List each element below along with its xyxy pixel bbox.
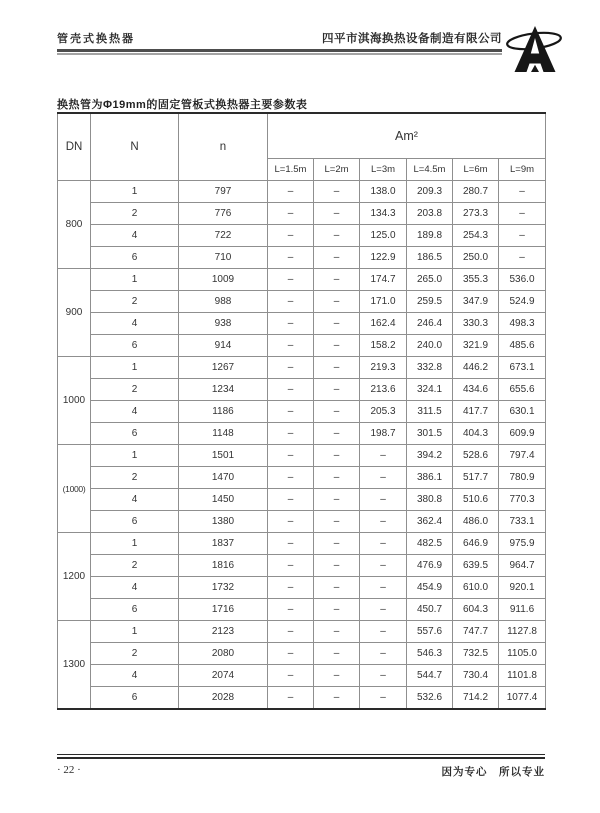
area-value-cell: 1127.8 bbox=[499, 621, 546, 643]
area-value-cell: – bbox=[360, 467, 407, 489]
area-value-cell: – bbox=[268, 489, 314, 511]
table-header-row-1 bbox=[58, 113, 546, 159]
tube-count-cell: 1234 bbox=[179, 379, 268, 401]
area-value-cell: – bbox=[360, 643, 407, 665]
header-divider-light-bar bbox=[57, 53, 502, 55]
table-row bbox=[58, 379, 546, 401]
area-value-cell: – bbox=[268, 401, 314, 423]
area-value-cell: – bbox=[314, 533, 360, 555]
pass-count-cell: 6 bbox=[91, 511, 179, 533]
table-row bbox=[58, 291, 546, 313]
tube-count-cell: 710 bbox=[179, 247, 268, 269]
area-value-cell: – bbox=[360, 445, 407, 467]
area-value-cell: 528.6 bbox=[453, 445, 499, 467]
area-value-cell: – bbox=[268, 643, 314, 665]
area-value-cell: – bbox=[360, 577, 407, 599]
area-value-cell: – bbox=[314, 599, 360, 621]
area-value-cell: – bbox=[268, 621, 314, 643]
area-value-cell: 524.9 bbox=[499, 291, 546, 313]
area-value-cell: 780.9 bbox=[499, 467, 546, 489]
area-value-cell: 797.4 bbox=[499, 445, 546, 467]
table-row bbox=[58, 181, 546, 203]
area-value-cell: – bbox=[268, 511, 314, 533]
area-value-cell: 446.2 bbox=[453, 357, 499, 379]
area-value-cell: 975.9 bbox=[499, 533, 546, 555]
area-value-cell: 189.8 bbox=[407, 225, 453, 247]
area-value-cell: 517.7 bbox=[453, 467, 499, 489]
area-value-cell: 174.7 bbox=[360, 269, 407, 291]
area-value-cell: 498.3 bbox=[499, 313, 546, 335]
table-row bbox=[58, 687, 546, 710]
dn-cell: 1200 bbox=[58, 533, 91, 621]
dn-cell: 1000 bbox=[58, 357, 91, 445]
area-value-cell: 714.2 bbox=[453, 687, 499, 710]
area-value-cell: – bbox=[360, 555, 407, 577]
pass-count-cell: 2 bbox=[91, 643, 179, 665]
area-value-cell: 321.9 bbox=[453, 335, 499, 357]
area-value-cell: – bbox=[360, 533, 407, 555]
pass-count-cell: 4 bbox=[91, 489, 179, 511]
area-value-cell: 394.2 bbox=[407, 445, 453, 467]
area-value-cell: 417.7 bbox=[453, 401, 499, 423]
area-value-cell: 532.6 bbox=[407, 687, 453, 710]
table-row bbox=[58, 489, 546, 511]
area-value-cell: 198.7 bbox=[360, 423, 407, 445]
area-value-cell: – bbox=[314, 269, 360, 291]
table-row bbox=[58, 313, 546, 335]
area-value-cell: – bbox=[314, 489, 360, 511]
pass-count-cell: 4 bbox=[91, 401, 179, 423]
col-header-length-4: L=4.5m bbox=[407, 159, 453, 181]
table-row bbox=[58, 445, 546, 467]
area-value-cell: – bbox=[268, 247, 314, 269]
table-body bbox=[58, 181, 546, 710]
pass-count-cell: 2 bbox=[91, 291, 179, 313]
area-value-cell: 404.3 bbox=[453, 423, 499, 445]
col-header-passes: N bbox=[91, 113, 179, 181]
area-value-cell: – bbox=[268, 467, 314, 489]
table-row bbox=[58, 423, 546, 445]
area-value-cell: 485.6 bbox=[499, 335, 546, 357]
area-value-cell: – bbox=[268, 181, 314, 203]
area-value-cell: – bbox=[314, 555, 360, 577]
area-value-cell: 138.0 bbox=[360, 181, 407, 203]
area-value-cell: – bbox=[314, 401, 360, 423]
table-row bbox=[58, 357, 546, 379]
footer-divider-thin-bar bbox=[57, 754, 545, 755]
area-value-cell: 186.5 bbox=[407, 247, 453, 269]
area-value-cell: 122.9 bbox=[360, 247, 407, 269]
area-value-cell: 362.4 bbox=[407, 511, 453, 533]
area-value-cell: – bbox=[314, 379, 360, 401]
area-value-cell: 604.3 bbox=[453, 599, 499, 621]
area-value-cell: 646.9 bbox=[453, 533, 499, 555]
area-value-cell: 355.3 bbox=[453, 269, 499, 291]
area-value-cell: 386.1 bbox=[407, 467, 453, 489]
area-value-cell: – bbox=[360, 621, 407, 643]
table-row bbox=[58, 599, 546, 621]
area-value-cell: 246.4 bbox=[407, 313, 453, 335]
area-value-cell: 332.8 bbox=[407, 357, 453, 379]
area-value-cell: 273.3 bbox=[453, 203, 499, 225]
area-value-cell: – bbox=[360, 489, 407, 511]
area-value-cell: 510.6 bbox=[453, 489, 499, 511]
pass-count-cell: 6 bbox=[91, 599, 179, 621]
pass-count-cell: 4 bbox=[91, 225, 179, 247]
area-value-cell: 209.3 bbox=[407, 181, 453, 203]
area-value-cell: 213.6 bbox=[360, 379, 407, 401]
tube-count-cell: 797 bbox=[179, 181, 268, 203]
area-value-cell: – bbox=[314, 247, 360, 269]
area-value-cell: – bbox=[360, 599, 407, 621]
area-value-cell: – bbox=[268, 423, 314, 445]
area-value-cell: 134.3 bbox=[360, 203, 407, 225]
area-value-cell: – bbox=[499, 203, 546, 225]
area-value-cell: 544.7 bbox=[407, 665, 453, 687]
area-value-cell: 536.0 bbox=[499, 269, 546, 291]
area-value-cell: – bbox=[314, 181, 360, 203]
table-row bbox=[58, 555, 546, 577]
area-value-cell: 1105.0 bbox=[499, 643, 546, 665]
pass-count-cell: 4 bbox=[91, 577, 179, 599]
area-value-cell: 920.1 bbox=[499, 577, 546, 599]
area-value-cell: – bbox=[268, 577, 314, 599]
area-value-cell: 476.9 bbox=[407, 555, 453, 577]
area-value-cell: – bbox=[268, 445, 314, 467]
col-header-length-5: L=6m bbox=[453, 159, 499, 181]
area-value-cell: – bbox=[314, 335, 360, 357]
table-row bbox=[58, 511, 546, 533]
tube-count-cell: 1816 bbox=[179, 555, 268, 577]
area-value-cell: 250.0 bbox=[453, 247, 499, 269]
pass-count-cell: 1 bbox=[91, 357, 179, 379]
page-footer bbox=[57, 764, 545, 779]
pass-count-cell: 6 bbox=[91, 335, 179, 357]
tube-count-cell: 2028 bbox=[179, 687, 268, 710]
header-divider-dark-bar bbox=[57, 49, 502, 52]
tube-count-cell: 1450 bbox=[179, 489, 268, 511]
tube-count-cell: 1837 bbox=[179, 533, 268, 555]
area-value-cell: – bbox=[499, 225, 546, 247]
dn-cell: 1300 bbox=[58, 621, 91, 710]
tube-count-cell: 2123 bbox=[179, 621, 268, 643]
area-value-cell: – bbox=[268, 555, 314, 577]
pass-count-cell: 6 bbox=[91, 423, 179, 445]
area-value-cell: 240.0 bbox=[407, 335, 453, 357]
area-value-cell: – bbox=[314, 687, 360, 710]
pass-count-cell: 1 bbox=[91, 621, 179, 643]
area-value-cell: – bbox=[314, 621, 360, 643]
tube-count-cell: 1186 bbox=[179, 401, 268, 423]
col-header-tube-count: n bbox=[179, 113, 268, 181]
table-head bbox=[58, 113, 546, 181]
table-row bbox=[58, 401, 546, 423]
table-title: 换热管为Φ19mm的固定管板式换热器主要参数表 bbox=[57, 99, 308, 111]
pass-count-cell: 1 bbox=[91, 533, 179, 555]
area-value-cell: 610.0 bbox=[453, 577, 499, 599]
tube-count-cell: 2074 bbox=[179, 665, 268, 687]
table-row bbox=[58, 577, 546, 599]
tube-count-cell: 1470 bbox=[179, 467, 268, 489]
area-value-cell: 171.0 bbox=[360, 291, 407, 313]
area-value-cell: 162.4 bbox=[360, 313, 407, 335]
area-value-cell: – bbox=[268, 291, 314, 313]
table-row bbox=[58, 533, 546, 555]
table-row bbox=[58, 247, 546, 269]
area-value-cell: 1101.8 bbox=[499, 665, 546, 687]
document-section-title: 管壳式换热器 bbox=[57, 33, 135, 45]
company-logo-icon bbox=[504, 23, 568, 77]
area-value-cell: 770.3 bbox=[499, 489, 546, 511]
area-value-cell: 311.5 bbox=[407, 401, 453, 423]
col-header-length-3: L=3m bbox=[360, 159, 407, 181]
area-value-cell: – bbox=[268, 335, 314, 357]
header-divider bbox=[57, 49, 502, 55]
area-value-cell: – bbox=[268, 687, 314, 710]
area-value-cell: – bbox=[268, 225, 314, 247]
tube-count-cell: 2080 bbox=[179, 643, 268, 665]
pass-count-cell: 1 bbox=[91, 181, 179, 203]
area-value-cell: 557.6 bbox=[407, 621, 453, 643]
area-value-cell: – bbox=[314, 511, 360, 533]
dn-cell: 800 bbox=[58, 181, 91, 269]
col-header-length-1: L=1.5m bbox=[268, 159, 314, 181]
area-value-cell: – bbox=[314, 665, 360, 687]
area-value-cell: 203.8 bbox=[407, 203, 453, 225]
col-header-dn: DN bbox=[58, 113, 91, 181]
table-row bbox=[58, 335, 546, 357]
dn-cell: 900 bbox=[58, 269, 91, 357]
tube-count-cell: 1716 bbox=[179, 599, 268, 621]
tube-count-cell: 722 bbox=[179, 225, 268, 247]
area-value-cell: 655.6 bbox=[499, 379, 546, 401]
pass-count-cell: 2 bbox=[91, 203, 179, 225]
dn-cell: (1000) bbox=[58, 445, 91, 533]
page-number: · 22 · bbox=[57, 764, 81, 776]
tube-count-cell: 776 bbox=[179, 203, 268, 225]
area-value-cell: 730.4 bbox=[453, 665, 499, 687]
area-value-cell: 639.5 bbox=[453, 555, 499, 577]
tube-count-cell: 1009 bbox=[179, 269, 268, 291]
area-value-cell: – bbox=[314, 313, 360, 335]
table-row bbox=[58, 643, 546, 665]
area-value-cell: 454.9 bbox=[407, 577, 453, 599]
pass-count-cell: 4 bbox=[91, 665, 179, 687]
company-name: 四平市淇海换热设备制造有限公司 bbox=[322, 33, 502, 45]
area-value-cell: 673.1 bbox=[499, 357, 546, 379]
page-header bbox=[57, 30, 502, 46]
area-value-cell: – bbox=[499, 181, 546, 203]
area-value-cell: 733.1 bbox=[499, 511, 546, 533]
table-row bbox=[58, 665, 546, 687]
pass-count-cell: 1 bbox=[91, 269, 179, 291]
area-value-cell: – bbox=[314, 225, 360, 247]
area-value-cell: 254.3 bbox=[453, 225, 499, 247]
area-value-cell: 964.7 bbox=[499, 555, 546, 577]
parameter-table bbox=[57, 112, 546, 710]
area-value-cell: – bbox=[360, 687, 407, 710]
area-value-cell: 347.9 bbox=[453, 291, 499, 313]
area-value-cell: 434.6 bbox=[453, 379, 499, 401]
area-value-cell: – bbox=[268, 665, 314, 687]
pass-count-cell: 2 bbox=[91, 379, 179, 401]
area-value-cell: – bbox=[314, 423, 360, 445]
area-value-cell: 265.0 bbox=[407, 269, 453, 291]
area-value-cell: – bbox=[360, 665, 407, 687]
col-header-length-6: L=9m bbox=[499, 159, 546, 181]
pass-count-cell: 4 bbox=[91, 313, 179, 335]
area-value-cell: 158.2 bbox=[360, 335, 407, 357]
pass-count-cell: 2 bbox=[91, 467, 179, 489]
table-row bbox=[58, 269, 546, 291]
area-value-cell: – bbox=[268, 533, 314, 555]
area-value-cell: – bbox=[268, 313, 314, 335]
footer-divider-thick-bar bbox=[57, 757, 545, 759]
area-value-cell: – bbox=[268, 379, 314, 401]
area-value-cell: 546.3 bbox=[407, 643, 453, 665]
area-value-cell: 280.7 bbox=[453, 181, 499, 203]
area-value-cell: – bbox=[268, 599, 314, 621]
pass-count-cell: 2 bbox=[91, 555, 179, 577]
area-value-cell: 125.0 bbox=[360, 225, 407, 247]
col-header-length-2: L=2m bbox=[314, 159, 360, 181]
footer-divider bbox=[57, 754, 545, 759]
table-row bbox=[58, 467, 546, 489]
area-value-cell: – bbox=[314, 445, 360, 467]
area-value-cell: – bbox=[314, 467, 360, 489]
tube-count-cell: 988 bbox=[179, 291, 268, 313]
area-value-cell: 609.9 bbox=[499, 423, 546, 445]
area-value-cell: – bbox=[314, 357, 360, 379]
tube-count-cell: 938 bbox=[179, 313, 268, 335]
area-value-cell: – bbox=[268, 203, 314, 225]
area-value-cell: 219.3 bbox=[360, 357, 407, 379]
tube-count-cell: 914 bbox=[179, 335, 268, 357]
area-value-cell: – bbox=[268, 357, 314, 379]
tube-count-cell: 1501 bbox=[179, 445, 268, 467]
table-row bbox=[58, 621, 546, 643]
tube-count-cell: 1148 bbox=[179, 423, 268, 445]
area-value-cell: – bbox=[314, 291, 360, 313]
pass-count-cell: 6 bbox=[91, 687, 179, 710]
area-value-cell: 732.5 bbox=[453, 643, 499, 665]
table-row bbox=[58, 225, 546, 247]
area-value-cell: 259.5 bbox=[407, 291, 453, 313]
area-value-cell: 324.1 bbox=[407, 379, 453, 401]
area-value-cell: 380.8 bbox=[407, 489, 453, 511]
area-value-cell: 486.0 bbox=[453, 511, 499, 533]
area-value-cell: – bbox=[360, 511, 407, 533]
area-value-cell: – bbox=[268, 269, 314, 291]
area-value-cell: – bbox=[314, 203, 360, 225]
col-header-area-group: Am² bbox=[268, 113, 546, 159]
area-value-cell: 482.5 bbox=[407, 533, 453, 555]
area-value-cell: – bbox=[314, 577, 360, 599]
area-value-cell: – bbox=[314, 643, 360, 665]
table-row bbox=[58, 203, 546, 225]
area-value-cell: 747.7 bbox=[453, 621, 499, 643]
area-value-cell: 911.6 bbox=[499, 599, 546, 621]
tube-count-cell: 1267 bbox=[179, 357, 268, 379]
area-value-cell: 205.3 bbox=[360, 401, 407, 423]
area-value-cell: 301.5 bbox=[407, 423, 453, 445]
area-value-cell: 330.3 bbox=[453, 313, 499, 335]
tube-count-cell: 1732 bbox=[179, 577, 268, 599]
area-value-cell: 630.1 bbox=[499, 401, 546, 423]
tube-count-cell: 1380 bbox=[179, 511, 268, 533]
pass-count-cell: 6 bbox=[91, 247, 179, 269]
area-value-cell: 450.7 bbox=[407, 599, 453, 621]
area-value-cell: – bbox=[499, 247, 546, 269]
footer-slogan: 因为专心 所以专业 bbox=[441, 766, 545, 778]
area-value-cell: 1077.4 bbox=[499, 687, 546, 710]
pass-count-cell: 1 bbox=[91, 445, 179, 467]
